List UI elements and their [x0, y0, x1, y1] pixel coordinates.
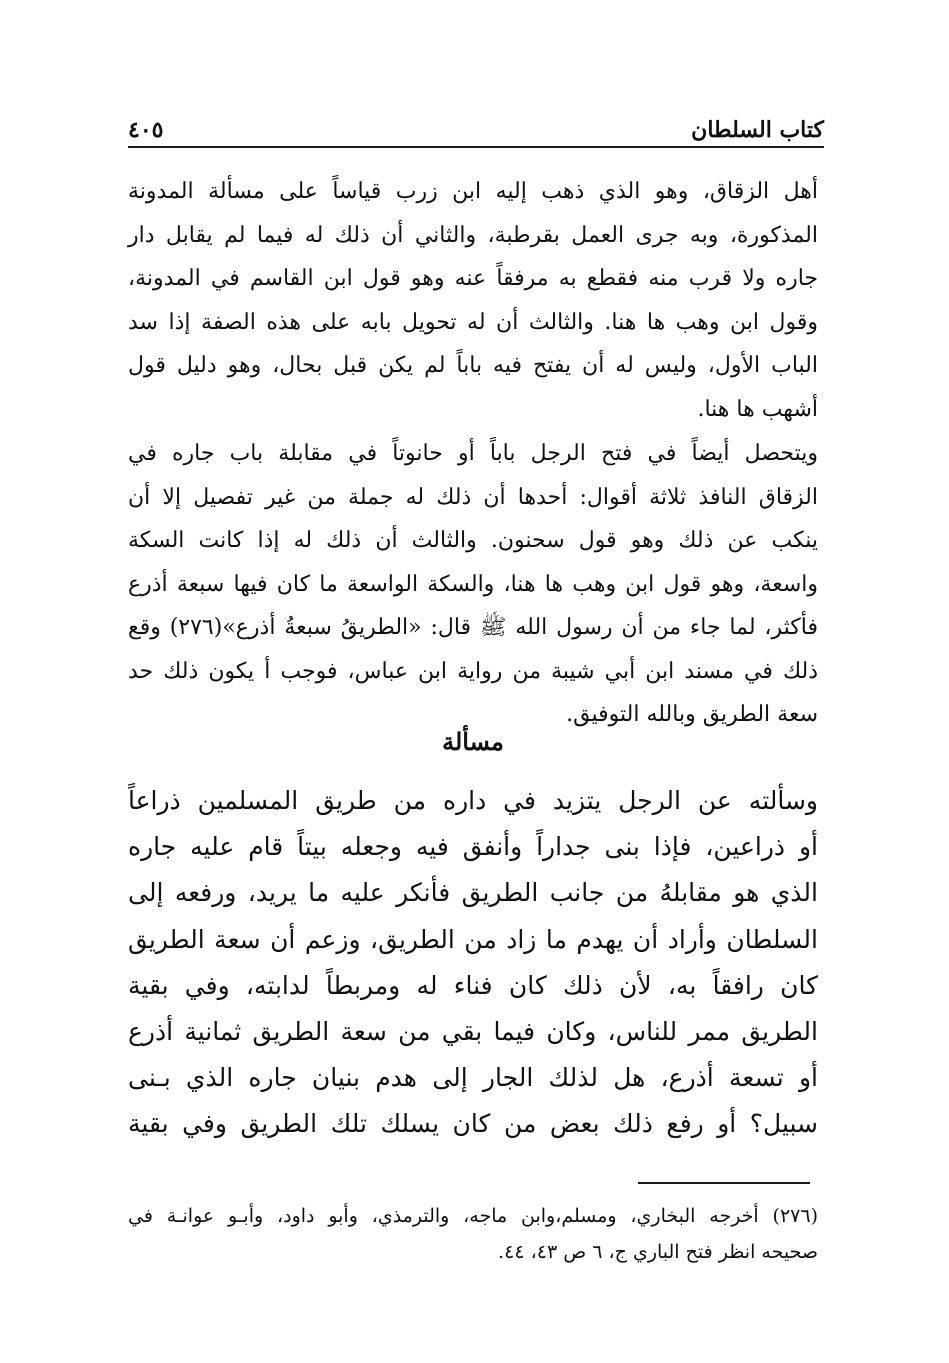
footnote [128, 1198, 818, 1270]
paragraph-2-line: سعة الطريق وبالله التوفيق. [566, 702, 818, 727]
paragraph-3 [128, 778, 818, 1148]
paragraph-3-line: أو ذراعين، فإذا بنى جداراً وأنفق فيه وجعله بيتاً قام عليه جاره [128, 832, 818, 862]
paragraph-1-line: الباب الأول، وليس له أن يفتح فيه باباً لم يكن قبل بحال، وهو دليل قول [128, 353, 818, 378]
paragraph-1-line: أهل الزقاق، وهو الذي ذهب إليه ابن زرب قياساً على مسألة المدونة [128, 179, 818, 204]
running-header [128, 108, 824, 144]
page-number: ٤٠٥ [128, 117, 164, 143]
paragraph-3-line: الطريق ممر للناس، وكان فيما بقي من سعة الطريق ثمانية أذرع [128, 1017, 818, 1047]
paragraph-3-line: السلطان وأراد أن يهدم ما زاد من الطريق، وزعم أن سعة الطريق [128, 924, 818, 954]
footnote-line: صحيحه انظر فتح الباري ج، ٦ ص ٤٣، ٤٤. [498, 1241, 818, 1263]
paragraph-2-line: ذلك في مسند ابن أبي شيبة من رواية ابن عباس، فوجب أ يكون ذلك حد [128, 658, 818, 684]
paragraph-2-line: واسعة، وهو قول ابن وهب ها هنا، والسكة الواسعة ما كان فيها سبعة أذرع [128, 571, 818, 597]
paragraph-3-line: سبيل؟ أو رفع ذلك بعض من كان يسلك تلك الطريق وفي بقية [128, 1109, 818, 1139]
paragraph-2-line: فأكثر، لما جاء من أن رسول الله ﷺ قال: «الطريقُ سبعةُ أذرع»(٢٧٦) وقع [128, 615, 818, 640]
paragraph-3-line: الذي هو مقابلهُ من جانب الطريق فأنكر عليه ما يريد، ورفعه إلى [128, 878, 818, 908]
footnote-divider [638, 1182, 810, 1184]
paragraph-3-line: أو تسعة أذرع، هل لذلك الجار إلى هدم بنيان جاره الذي بـنى [128, 1063, 818, 1093]
paragraph-1 [128, 170, 818, 431]
section-heading: مسألة [442, 727, 504, 756]
paragraph-3-line: وسألته عن الرجل يتزيد في داره من طريق المسلمين ذراعاً [128, 786, 818, 815]
paragraph-1-line: وقول ابن وهب ها هنا. والثالث أن له تحويل بابه على هذه الصفة إذا سد [128, 309, 818, 335]
paragraph-1-line: جاره ولا قرب منه فقطع به مرفقاً عنه وهو قول ابن القاسم في المدونة، [128, 266, 818, 291]
paragraph-1-line: أشهب ها هنا. [697, 396, 818, 422]
paragraph-2 [128, 432, 818, 737]
paragraph-2-line: الزقاق النافذ ثلاثة أقوال: أحدها أن ذلك له جملة من غير تفصيل إلا أن [128, 484, 818, 510]
header-divider [128, 146, 824, 148]
chapter-title: كتاب السلطان [691, 117, 824, 143]
footnote-line: (٢٧٦) أخرجه البخاري، ومسلم،وابن ماجه، والترمذي، وأبو داود، وأبـو عوانـة في [128, 1205, 818, 1227]
paragraph-3-line: كان رافقاً به، لأن ذلك كان فناء له ومربطاً لدابته، وفي بقية [128, 970, 818, 1000]
paragraph-2-line: ويتحصل أيضاً في فتح الرجل باباً أو حانوتاً في مقابلة باب جاره في [128, 441, 818, 466]
paragraph-1-line: المذكورة، وبه جرى العمل بقرطبة، والثاني أن ذلك له فيما لم يقابل دار [128, 222, 818, 248]
paragraph-2-line: ينكب عن ذلك وهو قول سحنون. والثالث أن ذلك له إذا كانت السكة [128, 528, 818, 553]
